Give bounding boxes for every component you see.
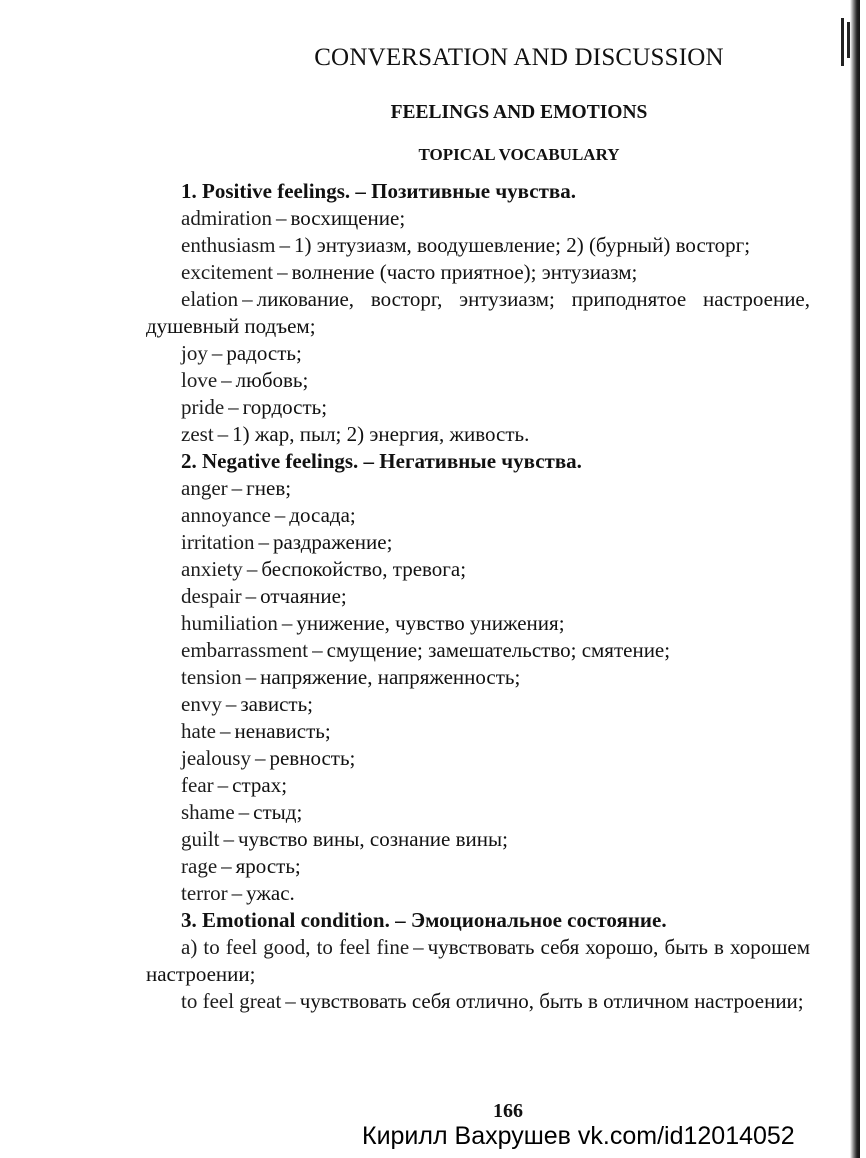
- term-ru: гордость;: [242, 395, 328, 419]
- term-ru: ненависть;: [234, 719, 331, 743]
- term-en: hate: [181, 719, 216, 743]
- dash: –: [238, 800, 250, 824]
- dash: –: [254, 746, 266, 770]
- vocab-entry: [146, 826, 810, 853]
- vocab-entry: [146, 259, 810, 286]
- term-ru: волнение (часто приятное); энтузиазм;: [291, 260, 638, 284]
- vocab-entry: [146, 664, 810, 691]
- vocab-entry: [146, 583, 810, 610]
- vocab-entry: [146, 691, 810, 718]
- dash: –: [281, 611, 293, 635]
- vocab-entry: [146, 340, 810, 367]
- term-ru: стыд;: [253, 800, 303, 824]
- term-ru: ужас.: [246, 881, 295, 905]
- term-ru: чувство вины, сознание вины;: [238, 827, 508, 851]
- term-ru: 1) энтузиазм, воодушевление; 2) (бурный) восторг;: [294, 233, 751, 257]
- dash: –: [223, 827, 235, 851]
- term-ru: страх;: [232, 773, 288, 797]
- vocab-entry: [146, 556, 810, 583]
- spine-mark: [841, 18, 844, 66]
- dash: –: [228, 395, 239, 419]
- term-ru: восхищение;: [290, 206, 406, 230]
- vocab-entry: [146, 880, 810, 907]
- term-en: humiliation: [181, 611, 278, 635]
- dash: –: [279, 233, 290, 257]
- dash: –: [258, 530, 269, 554]
- term-en: rage: [181, 854, 218, 878]
- vocab-entry: [146, 772, 810, 799]
- dash: –: [225, 692, 237, 716]
- category-heading: 2. Negative feelings. – Негативные чувства.: [181, 449, 582, 473]
- term-en: despair: [181, 584, 242, 608]
- dash: –: [274, 503, 286, 527]
- vocab-entry: [146, 799, 810, 826]
- subsection-title: TOPICAL VOCABULARY: [418, 145, 620, 164]
- vocab-entry: [146, 637, 810, 664]
- page-number: 166: [493, 1100, 523, 1122]
- vocab-entry: [146, 367, 810, 394]
- term-en: anxiety: [181, 557, 243, 581]
- term-en: envy: [181, 692, 222, 716]
- vocab-entry: [146, 421, 810, 448]
- dash: –: [217, 422, 229, 446]
- dash: –: [242, 287, 253, 311]
- term-en: guilt: [181, 827, 220, 851]
- vocab-entry: [146, 745, 810, 772]
- dash: –: [217, 773, 229, 797]
- dash: –: [246, 557, 258, 581]
- term-en: elation: [181, 287, 239, 311]
- category-heading: 1. Positive feelings. – Позитивные чувства.: [181, 179, 577, 203]
- vocab-entry: [146, 718, 810, 745]
- vocab-entry: [146, 232, 810, 259]
- term-en: a) to feel good, to feel fine: [181, 935, 410, 959]
- term-ru: чувствовать себя отлично, быть в отличном настроении;: [299, 989, 804, 1013]
- term-en: irritation: [181, 530, 255, 554]
- dash: –: [245, 665, 257, 689]
- dash: –: [231, 476, 243, 500]
- dash: –: [231, 881, 243, 905]
- term-ru: смущение; замешательство; смятение;: [326, 638, 671, 662]
- dash: –: [413, 935, 424, 959]
- term-ru: чувствовать себя хорошо, быть в хорошем настроении;: [146, 935, 811, 986]
- term-en: to feel great: [181, 989, 282, 1013]
- dash: –: [312, 638, 323, 662]
- vocab-entry: [146, 205, 810, 232]
- term-ru: гнев;: [246, 476, 292, 500]
- dash: –: [285, 989, 296, 1013]
- term-en: excitement: [181, 260, 274, 284]
- term-en: zest: [181, 422, 214, 446]
- spine-mark: [847, 22, 850, 58]
- term-ru: досада;: [289, 503, 356, 527]
- term-ru: зависть;: [240, 692, 314, 716]
- term-ru: напряжение, напряженность;: [260, 665, 521, 689]
- vocab-entry: [146, 529, 810, 556]
- vocab-entry: [146, 988, 810, 1015]
- vocab-entry: [146, 502, 810, 529]
- term-ru: ярость;: [235, 854, 301, 878]
- vocab-entry: [146, 394, 810, 421]
- term-en: shame: [181, 800, 235, 824]
- term-en: embarrassment: [181, 638, 309, 662]
- page-content: [146, 38, 810, 1015]
- term-en: pride: [181, 395, 225, 419]
- book-spine-shadow: [850, 0, 860, 1158]
- term-ru: 1) жар, пыл; 2) энергия, живость.: [232, 422, 530, 446]
- vocab-entry: [146, 286, 810, 340]
- term-en: love: [181, 368, 218, 392]
- term-en: admiration: [181, 206, 272, 230]
- dash: –: [221, 368, 232, 392]
- watermark-text: Кирилл Вахрушев vk.com/id12014052: [362, 1122, 795, 1150]
- vocab-entry: [146, 853, 810, 880]
- dash: –: [219, 719, 231, 743]
- term-ru: отчаяние;: [260, 584, 347, 608]
- dash: –: [275, 206, 287, 230]
- vocabulary-list: [146, 178, 810, 1015]
- term-ru: радость;: [226, 341, 302, 365]
- dash: –: [277, 260, 288, 284]
- term-en: terror: [181, 881, 228, 905]
- section-title: FEELINGS AND EMOTIONS: [390, 102, 648, 123]
- term-en: fear: [181, 773, 214, 797]
- term-ru: ревность;: [269, 746, 356, 770]
- term-ru: раздражение;: [272, 530, 393, 554]
- term-en: tension: [181, 665, 242, 689]
- term-ru: унижение, чувство унижения;: [296, 611, 565, 635]
- term-en: anger: [181, 476, 228, 500]
- category-heading: 3. Emotional condition. – Эмоциональное состояние.: [181, 908, 667, 932]
- term-en: jealousy: [181, 746, 251, 770]
- dash: –: [221, 854, 232, 878]
- term-en: annoyance: [181, 503, 271, 527]
- vocab-entry: [146, 934, 810, 988]
- term-ru: ликование, восторг, энтузиазм; приподнятое настроение, душевный подъем;: [146, 287, 810, 338]
- dash: –: [211, 341, 223, 365]
- dash: –: [245, 584, 257, 608]
- term-en: joy: [181, 341, 208, 365]
- vocab-entry: [146, 475, 810, 502]
- term-ru: любовь;: [235, 368, 309, 392]
- term-en: enthusiasm: [181, 233, 276, 257]
- vocab-entry: [146, 610, 810, 637]
- running-head: CONVERSATION AND DISCUSSION: [314, 44, 724, 71]
- term-ru: беспокойство, тревога;: [261, 557, 467, 581]
